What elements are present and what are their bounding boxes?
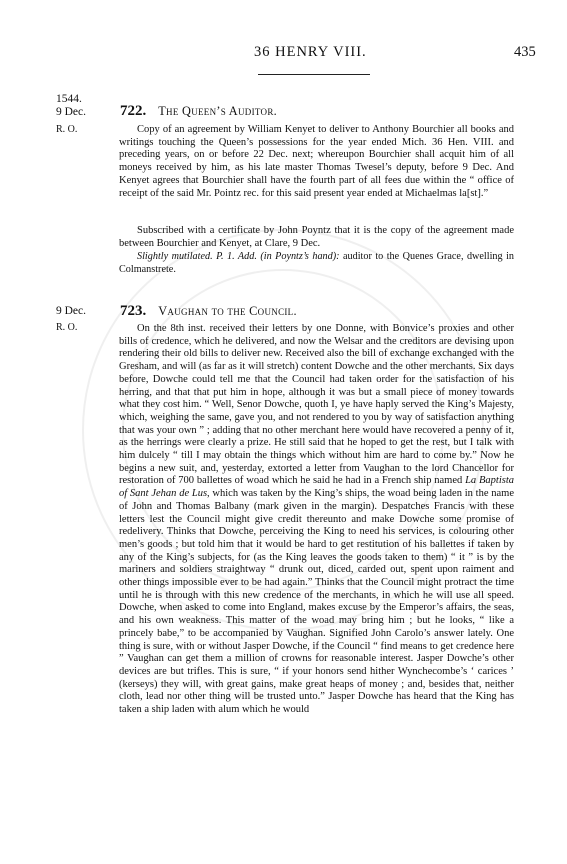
- entry-paragraph: Subscribed with a certificate by John Poyntz that it is the copy of the agreement made between Bourchier and Kenyet, at Clare, 9 Dec.: [119, 225, 514, 249]
- body-text: , which was taken by the King’s ships, the woad being laden in the name of John and Thomas Balbany (mark given in the margin). Despatches Francis with these letters lest the Council might give credit thereunto and make Dowche some promise of redelivery. Thinks that Dowche, perceiving the King to need his services, is colouring other men’s goods ; but told him that it would be hard to get restitution of his ballettes if taken by any of the King’s subjects, for (as the King leaves the goods taken to them) “ it ” is by the mariners and soldiers straightway “ drunk out, diced, carded out, spent upon raiment and other things impossible ever to be had again.” Thinks that the Council might protract the time until he is through with this new credence of the merchants, in which he will use all speed. Dowche, when asked to come into England, makes excuse by the Emperor’s affairs, the seas, and his own weakness. This matter of the woad may bring him ; but he looks, “ like a princely babe,” to be accompanied by Vaughan. Signified John Carolo’s answer lately. One thing is sure, with or without Jasper Dowche, if the Council “ find means to get credence here ” Vaughan can get them a million of crowns for reasonable interest. Jasper Dowche’s other devices are but trifles. This is sure, “ if your honors send hither Wynchecombe’s ‘ carices ’ (kerseys) they will, with great gains, make great heaps of money ; and, besides that, neither cloth, lead nor other thing will be trusted unto.” Jasper Dowche has heard that the King has taken a ship laden with alum which he would: [119, 488, 514, 716]
- entry-title: Vaughan to the Council.: [158, 304, 297, 318]
- margin-source: R. O.: [56, 322, 78, 333]
- running-title: 36 HENRY VIII.: [254, 44, 367, 60]
- entry-number: 723.: [120, 303, 147, 319]
- ship-name: La Baptista of Sant Jehan de Lus: [119, 475, 515, 500]
- header-rule: [258, 74, 370, 75]
- entry-note: [119, 251, 514, 276]
- body-text: On the 8th inst. received their letters by one Donne, with Bonvice’s proxies and other bills of credence, which he delivered, and now the Welsar and the creditors are devising upon rendering their old bills to deliver new. Received also the bill of exchange exchanged with the Gresham, and will (as far as it will stretch) content Dowche and the other merchants. Six days before, Dowche could tell me that the Council had taken order for the satisfaction of his herring, and that that put him in hope, although it was but a small piece of money towards what they cost him. “ Well, Senor Dowche, quoth I, ye have haply served the King’s Majesty, which, weighing the same, gave you, and not rendered to you by way of satisfaction anything that was your own ” ; adding that no other merchant here would have recovered a penny of it, as the herrings were clearly a prize. He still said that he hoped to get the rest, but I talk with him dulcely “ till I may obtain the things which without him are hard to come by.” Now he begins a new suit, and, yesterday, extorted a letter from Vaughan to the lord Chancellor for restoration of 700 ballettes of woad which he said he had in a French ship named: [119, 323, 514, 487]
- note-text: auditor to the Quenes Grace, dwelling in Colmanstrete.: [119, 251, 514, 275]
- entry-title: The Queen’s Auditor.: [158, 104, 277, 118]
- note-italic: Slightly mutilated. P. 1. Add. (in Poyntz’s hand):: [137, 251, 340, 262]
- entry-paragraph: Copy of an agreement by William Kenyet to deliver to Anthony Bourchier all books and writings touching the Queen’s possessions for the year ended Mich. 36 Hen. VIII. and preceding years, on or before 22 Dec. next; whereupon Bourchier shall acquit him of all moneys received by him, as his late master Thomas Twesel’s deputy, before 9 Dec. And Kenyet agrees that Bourchier shall have the fourth part of all fees due within the “ office of receipt of the said Mr. Pointz rec. for this said present year ended at Michaelmas la[st].”: [119, 124, 514, 199]
- page-header: [0, 44, 567, 68]
- entry-heading: [120, 103, 277, 120]
- margin-source: R. O.: [56, 124, 78, 135]
- entry-body: [119, 323, 514, 717]
- margin-date: 9 Dec.: [56, 106, 87, 118]
- margin-date: 9 Dec.: [56, 305, 87, 317]
- entry-number: 722.: [120, 103, 147, 119]
- page-number: 435: [514, 44, 536, 60]
- margin-year: 1544.: [56, 93, 82, 105]
- entry-heading: [120, 303, 297, 320]
